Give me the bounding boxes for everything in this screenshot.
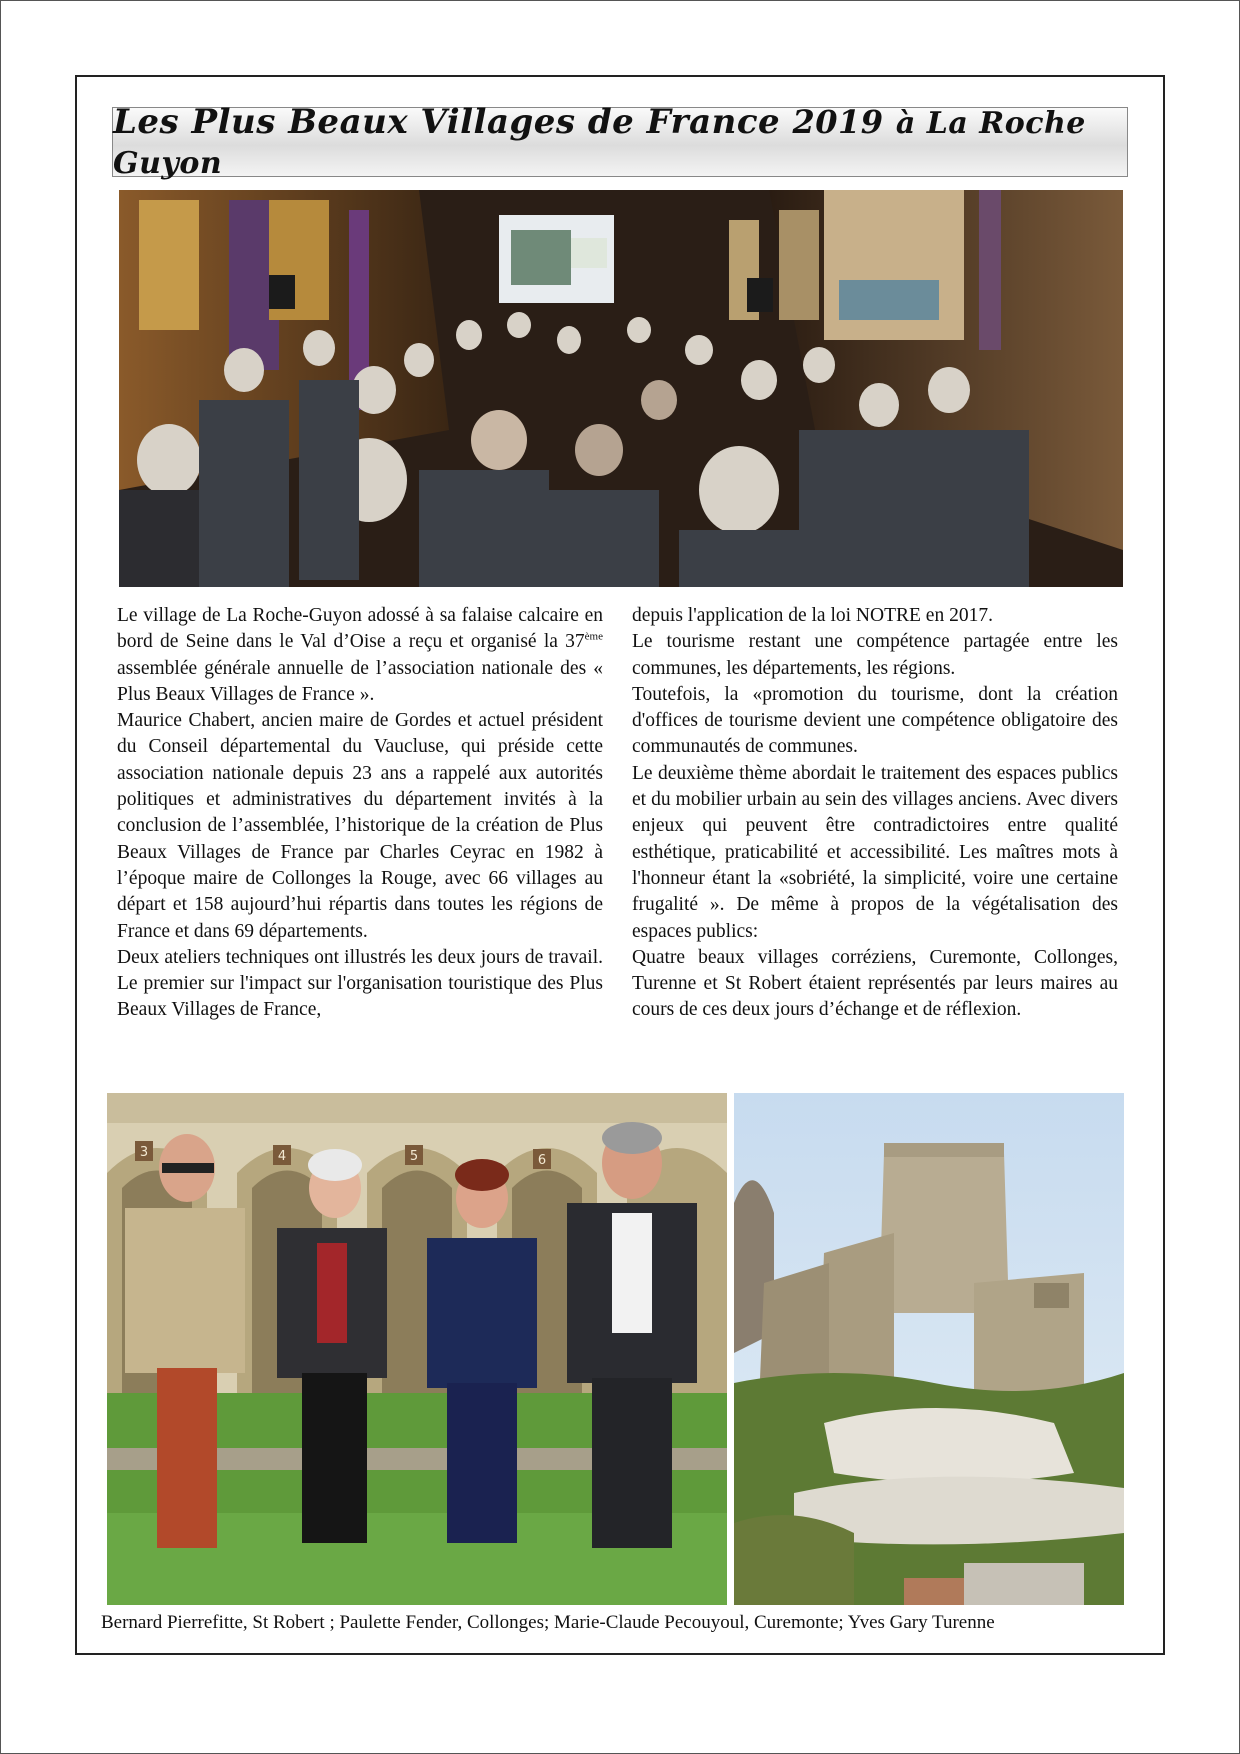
arch-number: 5 [409,1149,419,1164]
title-year: 2019 [792,103,884,141]
arch-number: 4 [277,1149,287,1164]
arch-number: 3 [139,1145,149,1160]
ordinal-superscript: ème [584,630,603,643]
article-right-column [632,603,1118,1024]
article-paragraph: depuis l'application de la loi NOTRE en 2017. [632,605,993,626]
photo-caption: Bernard Pierrefitte, St Robert ; Paulette Fender, Collonges; Marie-Claude Pecouyoul, Curemonte; Yves Gary Turenne [101,1612,995,1633]
assembly-hall-photo [119,190,1123,587]
article-paragraph: Maurice Chabert, ancien maire de Gordes et actuel président du Conseil départemental du Vaucluse, qui préside cette association nationale depuis 23 ans a rappelé aux autorités politiques et administratives du département invités à la conclusion de l’assemblée, l’historique de la création de Plus Beaux Villages de France par Charles Ceyrac en 1982 à l’époque maire de Collonges la Rouge, avec 66 villages au départ et 158 aujourd’hui répartis dans toutes les régions de France et dans 69 départements. [117,710,603,942]
article-paragraph: Deux ateliers techniques ont illustrés les deux jours de travail. Le premier sur l'impact sur l'organisation touristique des Plus Beaux Villages de France, [117,946,603,1021]
arch-number: 6 [537,1153,547,1168]
page-title [113,102,1127,182]
article-paragraph: Quatre beaux villages corréziens, Curemonte, Collonges, Turenne et St Robert étaient représentés par leurs maires au cours de ces deux jours d’échange et de réflexion. [632,946,1118,1021]
title-main: Les Plus Beaux Villages de France [113,102,781,142]
article-left-column [117,603,603,1024]
article-paragraph: Le deuxième thème abordait le traitement des espaces publics et du mobilier urbain au sein des villages anciens. Avec divers enjeux qui peuvent être contradictoires entre qualité esthétique, praticabilité et accessibilité. Les maîtres mots à l'honneur étant la «sobriété, la simplicité, voire une certaine frugalité ». De même à propos de la végétalisation des espaces publics: [632,762,1118,942]
article-paragraph: Le tourisme restant une compétence partagée entre les communes, les départements, les régions. [632,631,1118,679]
title-banner [112,102,1128,181]
article-paragraph: Le village de La Roche-Guyon adossé à sa falaise calcaire en bord de Seine dans le Val d’Oise a reçu et organisé la 37ème assemblée générale annuelle de l’association nationale des « Plus Beaux Villages de France ». [117,605,603,705]
mayors-group-photo [107,1093,727,1605]
castle-keep-photo [734,1093,1124,1605]
title-place: à La Roche Guyon [113,106,1086,181]
article-paragraph: Toutefois, la «promotion du tourisme, dont la création d'offices de tourisme devient une compétence obligatoire des communautés de communes. [632,683,1118,758]
